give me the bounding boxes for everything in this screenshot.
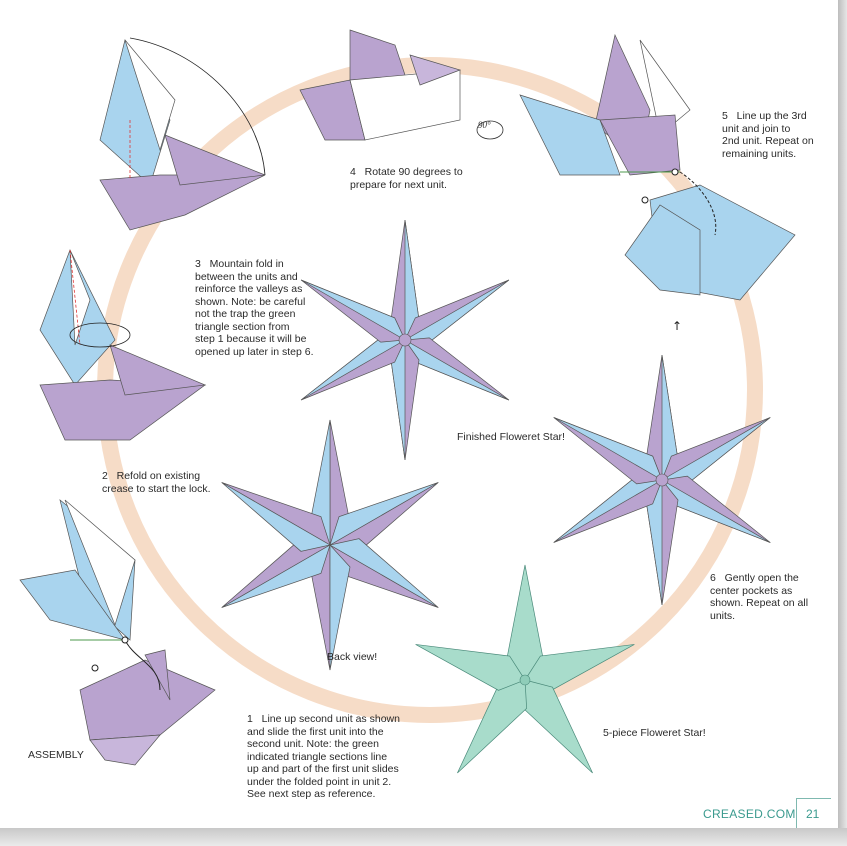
- step4-fold-illustration: [300, 30, 460, 140]
- site-name: CREASED.COM: [703, 807, 796, 821]
- step2-number: 2: [102, 470, 108, 482]
- five-piece-star-label: 5-piece Floweret Star!: [603, 727, 706, 739]
- step5-text: Line up the 3rd unit and join to 2nd unit. Repeat on remaining units.: [722, 110, 814, 160]
- step5-fold-illustration: [520, 35, 795, 333]
- step6-caption: [710, 572, 830, 622]
- svg-text:↑: ↑: [672, 319, 683, 333]
- step5-number: 5: [722, 110, 728, 122]
- step3-number: 3: [195, 258, 201, 270]
- step3-caption: [195, 258, 335, 358]
- step3-text: Mountain fold in between the units and reinforce the valleys as shown. Note: be careful not the trap the green triangle section from step 1 because it will be opened up later in step 6.: [195, 258, 314, 358]
- step1-fold-illustration: [20, 500, 215, 765]
- page-bottom-edge: [0, 828, 847, 846]
- step1-number: 1: [247, 713, 253, 725]
- step2-text: Refold on existing crease to start the lock.: [102, 470, 211, 495]
- page-edge: [838, 0, 847, 846]
- rotate-badge-label: 90°: [478, 120, 491, 130]
- back-view-star-illustration: [212, 420, 449, 670]
- finished-star-label: Finished Floweret Star!: [457, 431, 565, 443]
- step4-text: Rotate 90 degrees to prepare for next unit.: [350, 166, 463, 191]
- page-number: 21: [806, 807, 820, 821]
- back-view-label: Back view!: [327, 651, 378, 663]
- step4-number: 4: [350, 166, 356, 178]
- step4-caption: [350, 166, 490, 191]
- step1-text: Line up second unit as shown and slide the first unit into the second unit. Note: the green indicated triangle sections line up and part of the first unit slides under the folded point in unit 2. See next step as reference.: [247, 713, 400, 800]
- five-piece-star-illustration: [410, 565, 640, 784]
- step5-caption: [722, 110, 832, 160]
- step1-caption: [247, 713, 427, 801]
- step6-number: 6: [710, 572, 716, 584]
- step6-text: Gently open the center pockets as shown. Repeat on all units.: [710, 572, 809, 622]
- assembly-label: ASSEMBLY: [28, 749, 84, 761]
- step2-caption: [102, 470, 242, 495]
